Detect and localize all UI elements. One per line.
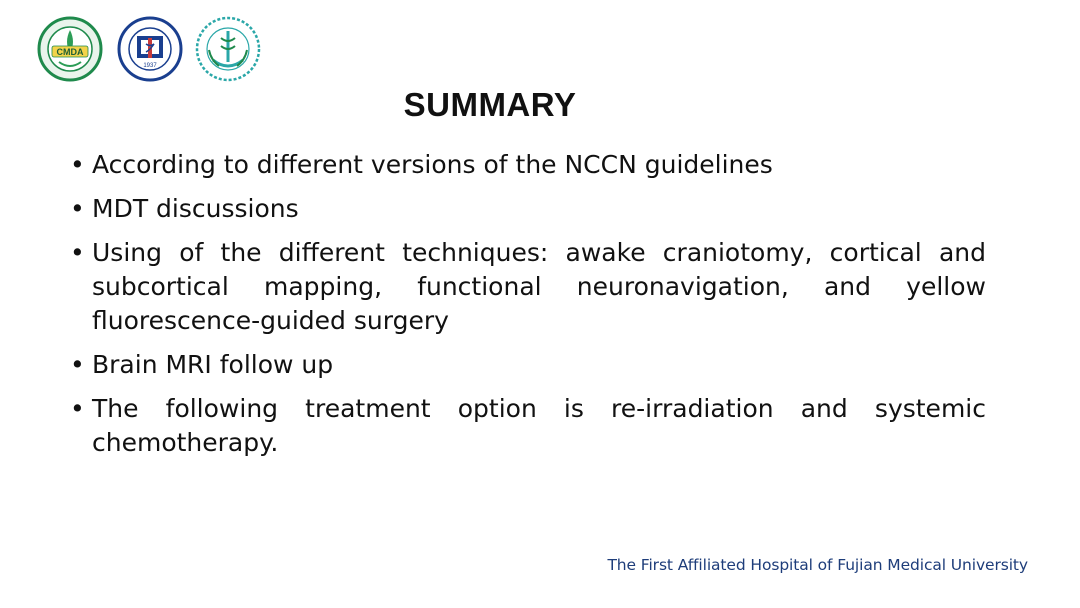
bullet-item [70, 392, 986, 460]
bullet-item [70, 192, 986, 226]
university-logo-year: 1937 [143, 63, 157, 69]
bullet-icon: • [70, 238, 85, 267]
bullet-item [70, 348, 986, 382]
bullet-icon: • [70, 350, 85, 379]
bullet-text: Brain MRI follow up [92, 350, 334, 379]
cmda-logo-text: CMDA [56, 47, 84, 57]
bullet-icon: • [70, 394, 85, 423]
bullet-text: According to different versions of the NCCN guidelines [92, 150, 773, 179]
bullet-text: The following treatment option is re-irradiation and systemic chemotherapy. [92, 394, 986, 457]
hospital-footer: The First Affiliated Hospital of Fujian Medical University [607, 556, 1028, 574]
bullet-text: Using of the different techniques: awake craniotomy, cortical and subcortical mapping, functional neuronavigation, and yellow fluorescence-guided surgery [92, 238, 986, 335]
slide-title: SUMMARY [403, 86, 577, 123]
bullet-icon: • [70, 194, 85, 223]
bullet-item [70, 236, 986, 338]
cmda-logo-icon [37, 16, 103, 82]
university-logo-icon [117, 16, 183, 82]
bullet-icon: • [70, 150, 85, 179]
hospital-logo-icon [195, 16, 261, 82]
hospital-logo [195, 16, 261, 82]
bullet-text: MDT discussions [92, 194, 299, 223]
bullet-item [70, 148, 986, 182]
bullet-list [70, 148, 986, 470]
cmda-logo [37, 16, 103, 82]
fujian-medical-university-logo [117, 16, 183, 82]
